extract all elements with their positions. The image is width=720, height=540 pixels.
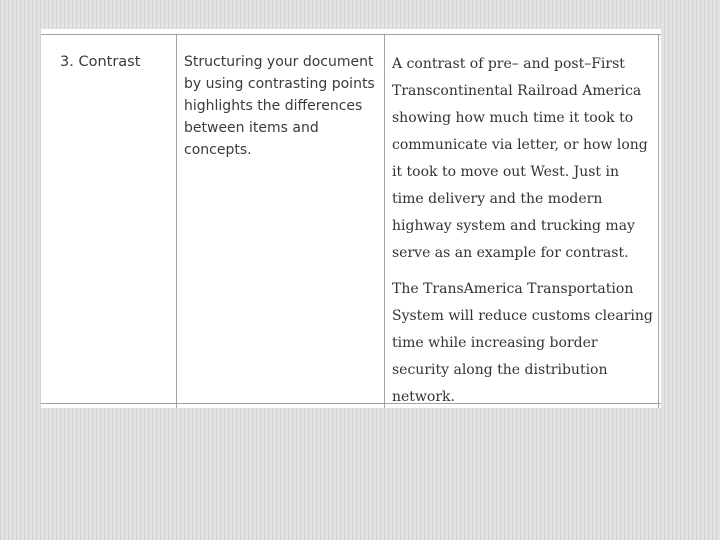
description-cell: Structuring your document by using contrasting points highlights the differences between items and concepts. bbox=[184, 54, 375, 158]
example-paragraph-2: The TransAmerica Transportation System will reduce customs clearing time while increasing border security along the distribution network. bbox=[392, 281, 653, 405]
heading-cell: 3. Contrast bbox=[60, 54, 141, 70]
example-paragraph-1: A contrast of pre– and post–First Transcontinental Railroad America showing how much time it took to communicate via letter, or how long it took to move out West. Just in time delivery and the modern highway system and trucking may serve as an example for contrast. bbox=[392, 56, 648, 261]
example-cell bbox=[392, 51, 654, 408]
column-divider-3 bbox=[658, 34, 659, 408]
table-top-border bbox=[41, 34, 661, 35]
slide-panel bbox=[41, 29, 661, 408]
content-table bbox=[41, 29, 661, 408]
column-divider-2 bbox=[384, 34, 385, 408]
column-divider-1 bbox=[176, 34, 177, 408]
